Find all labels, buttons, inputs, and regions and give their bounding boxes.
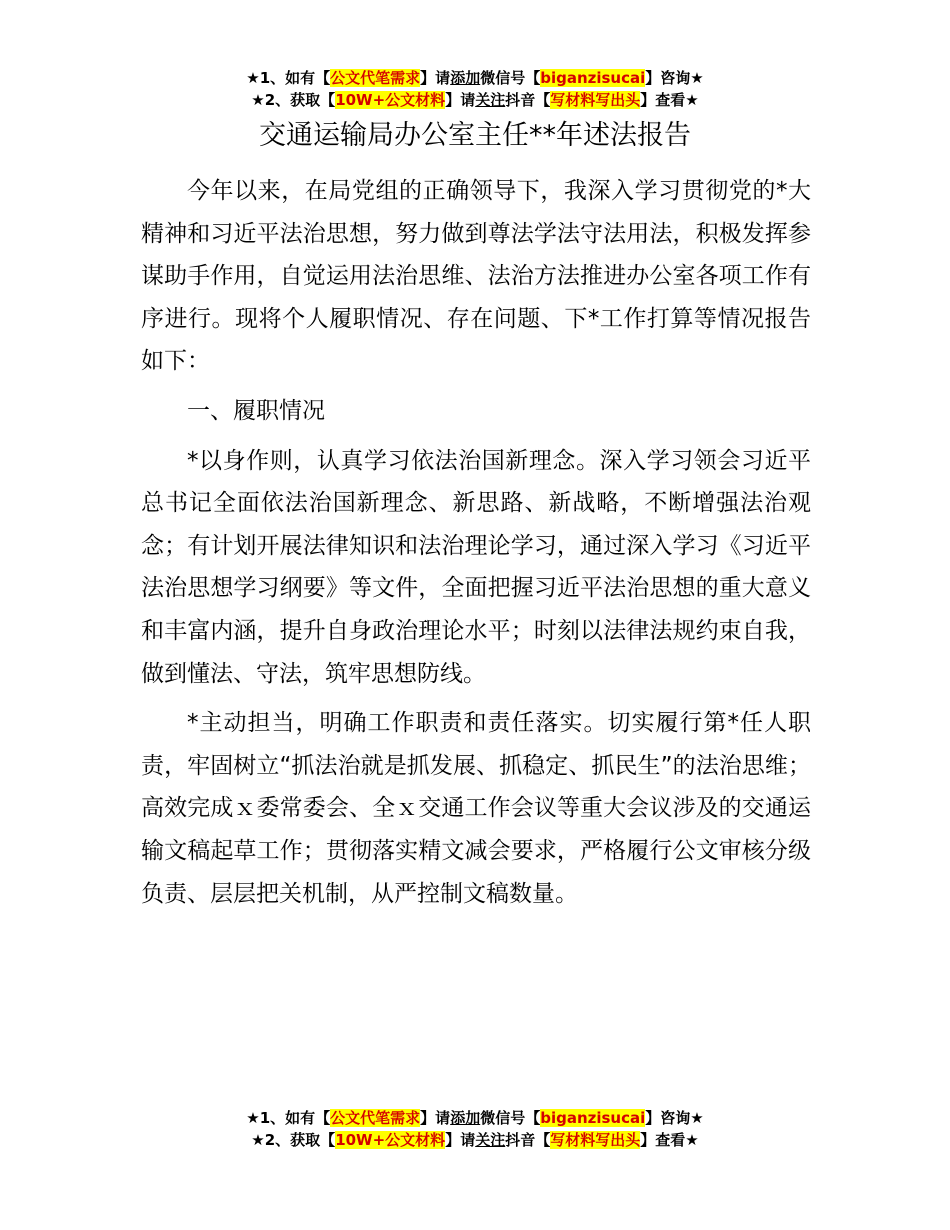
banner-underline: 关注 (475, 1131, 506, 1149)
banner-text: ★2、获取【 (251, 91, 336, 109)
banner-text: 】查看★ (640, 1131, 699, 1149)
banner-underline: 添加 (450, 1109, 481, 1127)
banner-text: 抖音【 (505, 91, 551, 109)
banner-line-2 (0, 89, 950, 111)
banner-line-2 (0, 1129, 950, 1151)
banner-highlight: biganzisucai (540, 1109, 646, 1127)
footer-banner (0, 1107, 950, 1151)
banner-text: ★2、获取【 (251, 1131, 336, 1149)
section-heading: 一、履职情况 (187, 397, 325, 424)
banner-text: 】查看★ (640, 91, 699, 109)
banner-text: 】请 (445, 91, 476, 109)
paragraph-duty: *主动担当，明确工作职责和责任落实。切实履行第*任人职责，牢固树立“抓法治就是抓发展、抓稳定、抓民生”的法治思维；高效完成ｘ委常委会、全ｘ交通工作会议等重大会议涉及的交通运输文稿起草工作；贯彻落实精文减会要求，严格履行公文审核分级负责、层层把关机制，从严控制文稿数量。 (141, 710, 811, 907)
banner-highlight: 公文代笔需求 (330, 1109, 421, 1127)
banner-text: 微信号【 (480, 1109, 541, 1127)
document-title: 交通运输局办公室主任**年述法报告 (259, 120, 691, 151)
banner-highlight: 10W+公文材料 (335, 91, 446, 109)
banner-text: 】咨询★ (645, 1109, 704, 1127)
banner-highlight: 10W+公文材料 (335, 1131, 446, 1149)
banner-text: ★1、如有【 (246, 69, 331, 87)
paragraph-study: *以身作则，认真学习依法治国新理念。深入学习领会习近平总书记全面依法治国新理念、新思路、新战略，不断增强法治观念；有计划开展法律知识和法治理论学习，通过深入学习《习近平法治思想学习纲要》等文件，全面把握习近平法治思想的重大意义和丰富内涵，提升自身政治理论水平；时刻以法律法规约束自我，做到懂法、守法，筑牢思想防线。 (141, 447, 811, 687)
banner-highlight: 写材料写出头 (550, 91, 641, 109)
banner-highlight: 写材料写出头 (550, 1131, 641, 1149)
banner-text: 】请 (445, 1131, 476, 1149)
banner-line-1 (0, 67, 950, 89)
banner-underline: 关注 (475, 91, 506, 109)
banner-line-1 (0, 1107, 950, 1129)
header-banner (0, 67, 950, 111)
banner-highlight: 公文代笔需求 (330, 69, 421, 87)
banner-text: 】请 (420, 1109, 451, 1127)
banner-text: 抖音【 (505, 1131, 551, 1149)
banner-text: 微信号【 (480, 69, 541, 87)
banner-highlight: biganzisucai (540, 69, 646, 87)
banner-text: 】请 (420, 69, 451, 87)
banner-text: ★1、如有【 (246, 1109, 331, 1127)
paragraph-intro: 今年以来，在局党组的正确领导下，我深入学习贯彻党的*大精神和习近平法治思想，努力做到尊法学法守法用法，积极发挥参谋助手作用，自觉运用法治思维、法治方法推进办公室各项工作有序进行。现将个人履职情况、存在问题、下*工作打算等情况报告如下： (141, 178, 811, 375)
document-body (141, 170, 811, 922)
banner-underline: 添加 (450, 69, 481, 87)
banner-text: 】咨询★ (645, 69, 704, 87)
